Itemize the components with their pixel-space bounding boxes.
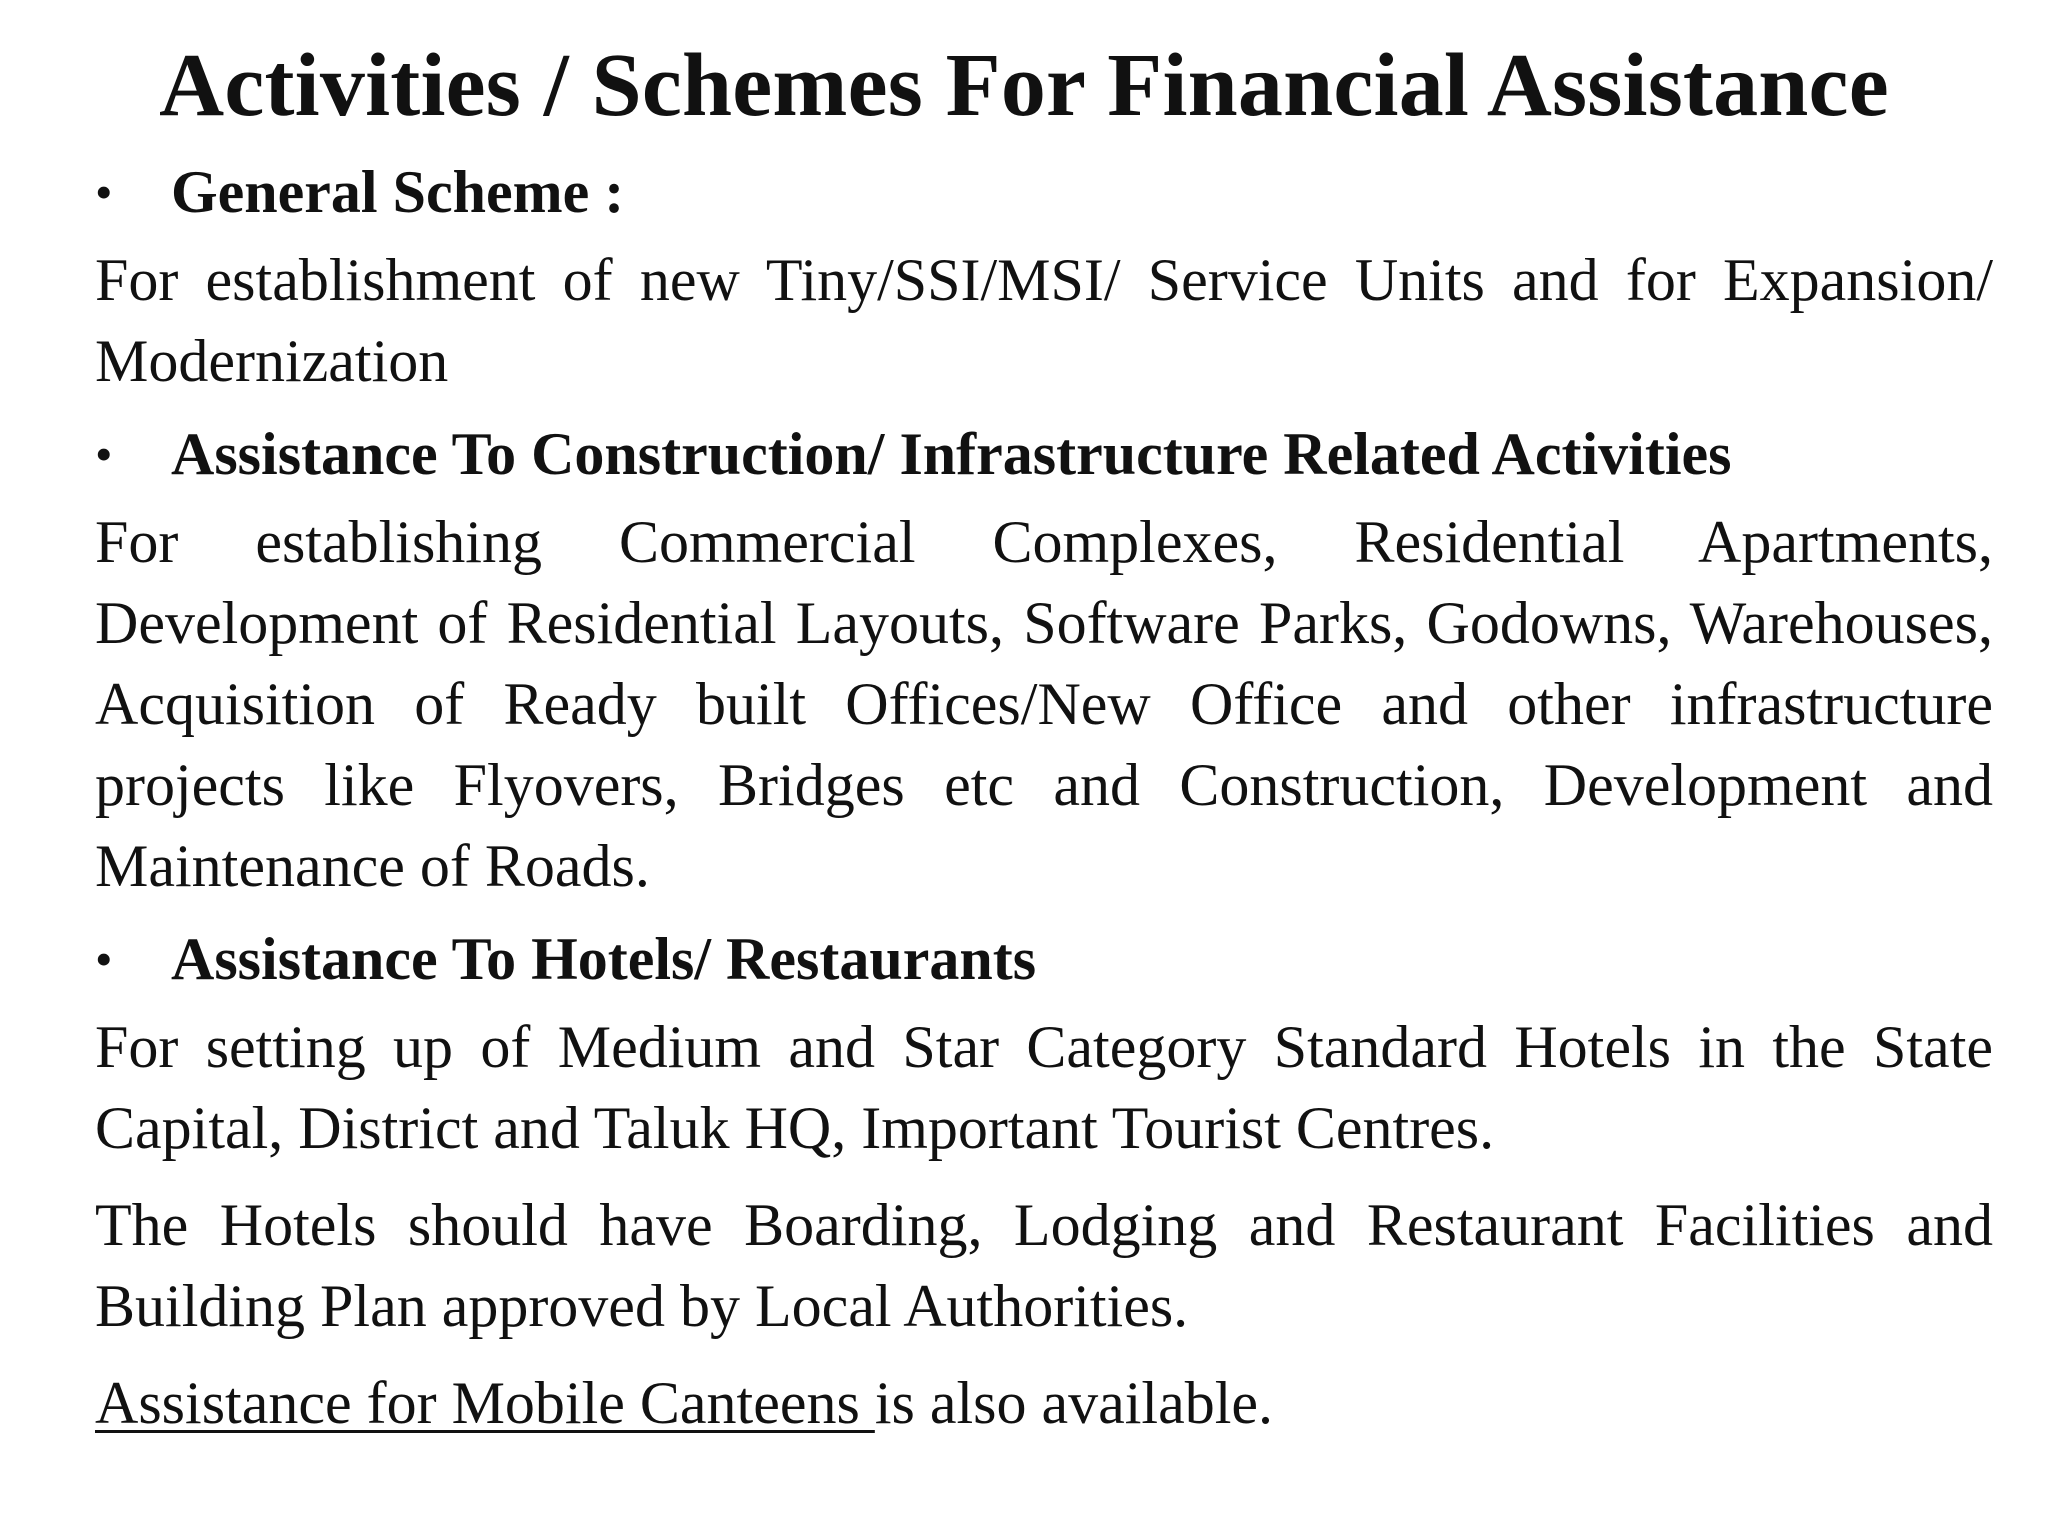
bullet-dot-icon: • bbox=[95, 426, 113, 482]
heading-text: General Scheme : bbox=[171, 159, 625, 225]
slide-content bbox=[95, 152, 1993, 1444]
paragraph-general-scheme: For establishment of new Tiny/SSI/MSI/ Service Units and for Expansion/ Modernization bbox=[95, 247, 1993, 394]
paragraph-construction: For establishing Commercial Complexes, Residential Apartments, Development of Residential Layouts, Software Parks, Godowns, Warehouses, Acquisition of Ready built Offices/New Office and other infrastructure projects like Flyovers, Bridges etc and Construction, Development and Maintenance of Roads. bbox=[95, 509, 1993, 899]
paragraph-hotels-requirements: The Hotels should have Boarding, Lodging and Restaurant Facilities and Building Plan approved by Local Authorities. bbox=[95, 1192, 1993, 1339]
bullet-heading-hotels bbox=[95, 919, 1993, 999]
bullet-dot-icon: • bbox=[95, 164, 113, 220]
heading-text: Assistance To Construction/ Infrastructure Related Activities bbox=[171, 421, 1732, 487]
heading-text: Assistance To Hotels/ Restaurants bbox=[171, 926, 1037, 992]
bullet-dot-icon: • bbox=[95, 931, 113, 987]
mobile-canteens-note bbox=[95, 1363, 1993, 1444]
slide-title: Activities / Schemes For Financial Assistance bbox=[159, 36, 1889, 135]
paragraph-hotels-setup: For setting up of Medium and Star Category Standard Hotels in the State Capital, District and Taluk HQ, Important Tourist Centres. bbox=[95, 1014, 1993, 1161]
bullet-heading-general-scheme bbox=[95, 152, 1993, 232]
mobile-canteens-rest-text: is also available. bbox=[874, 1370, 1274, 1436]
bullet-heading-construction bbox=[95, 414, 1993, 494]
mobile-canteens-underlined-text: Assistance for Mobile Canteens bbox=[95, 1370, 875, 1436]
